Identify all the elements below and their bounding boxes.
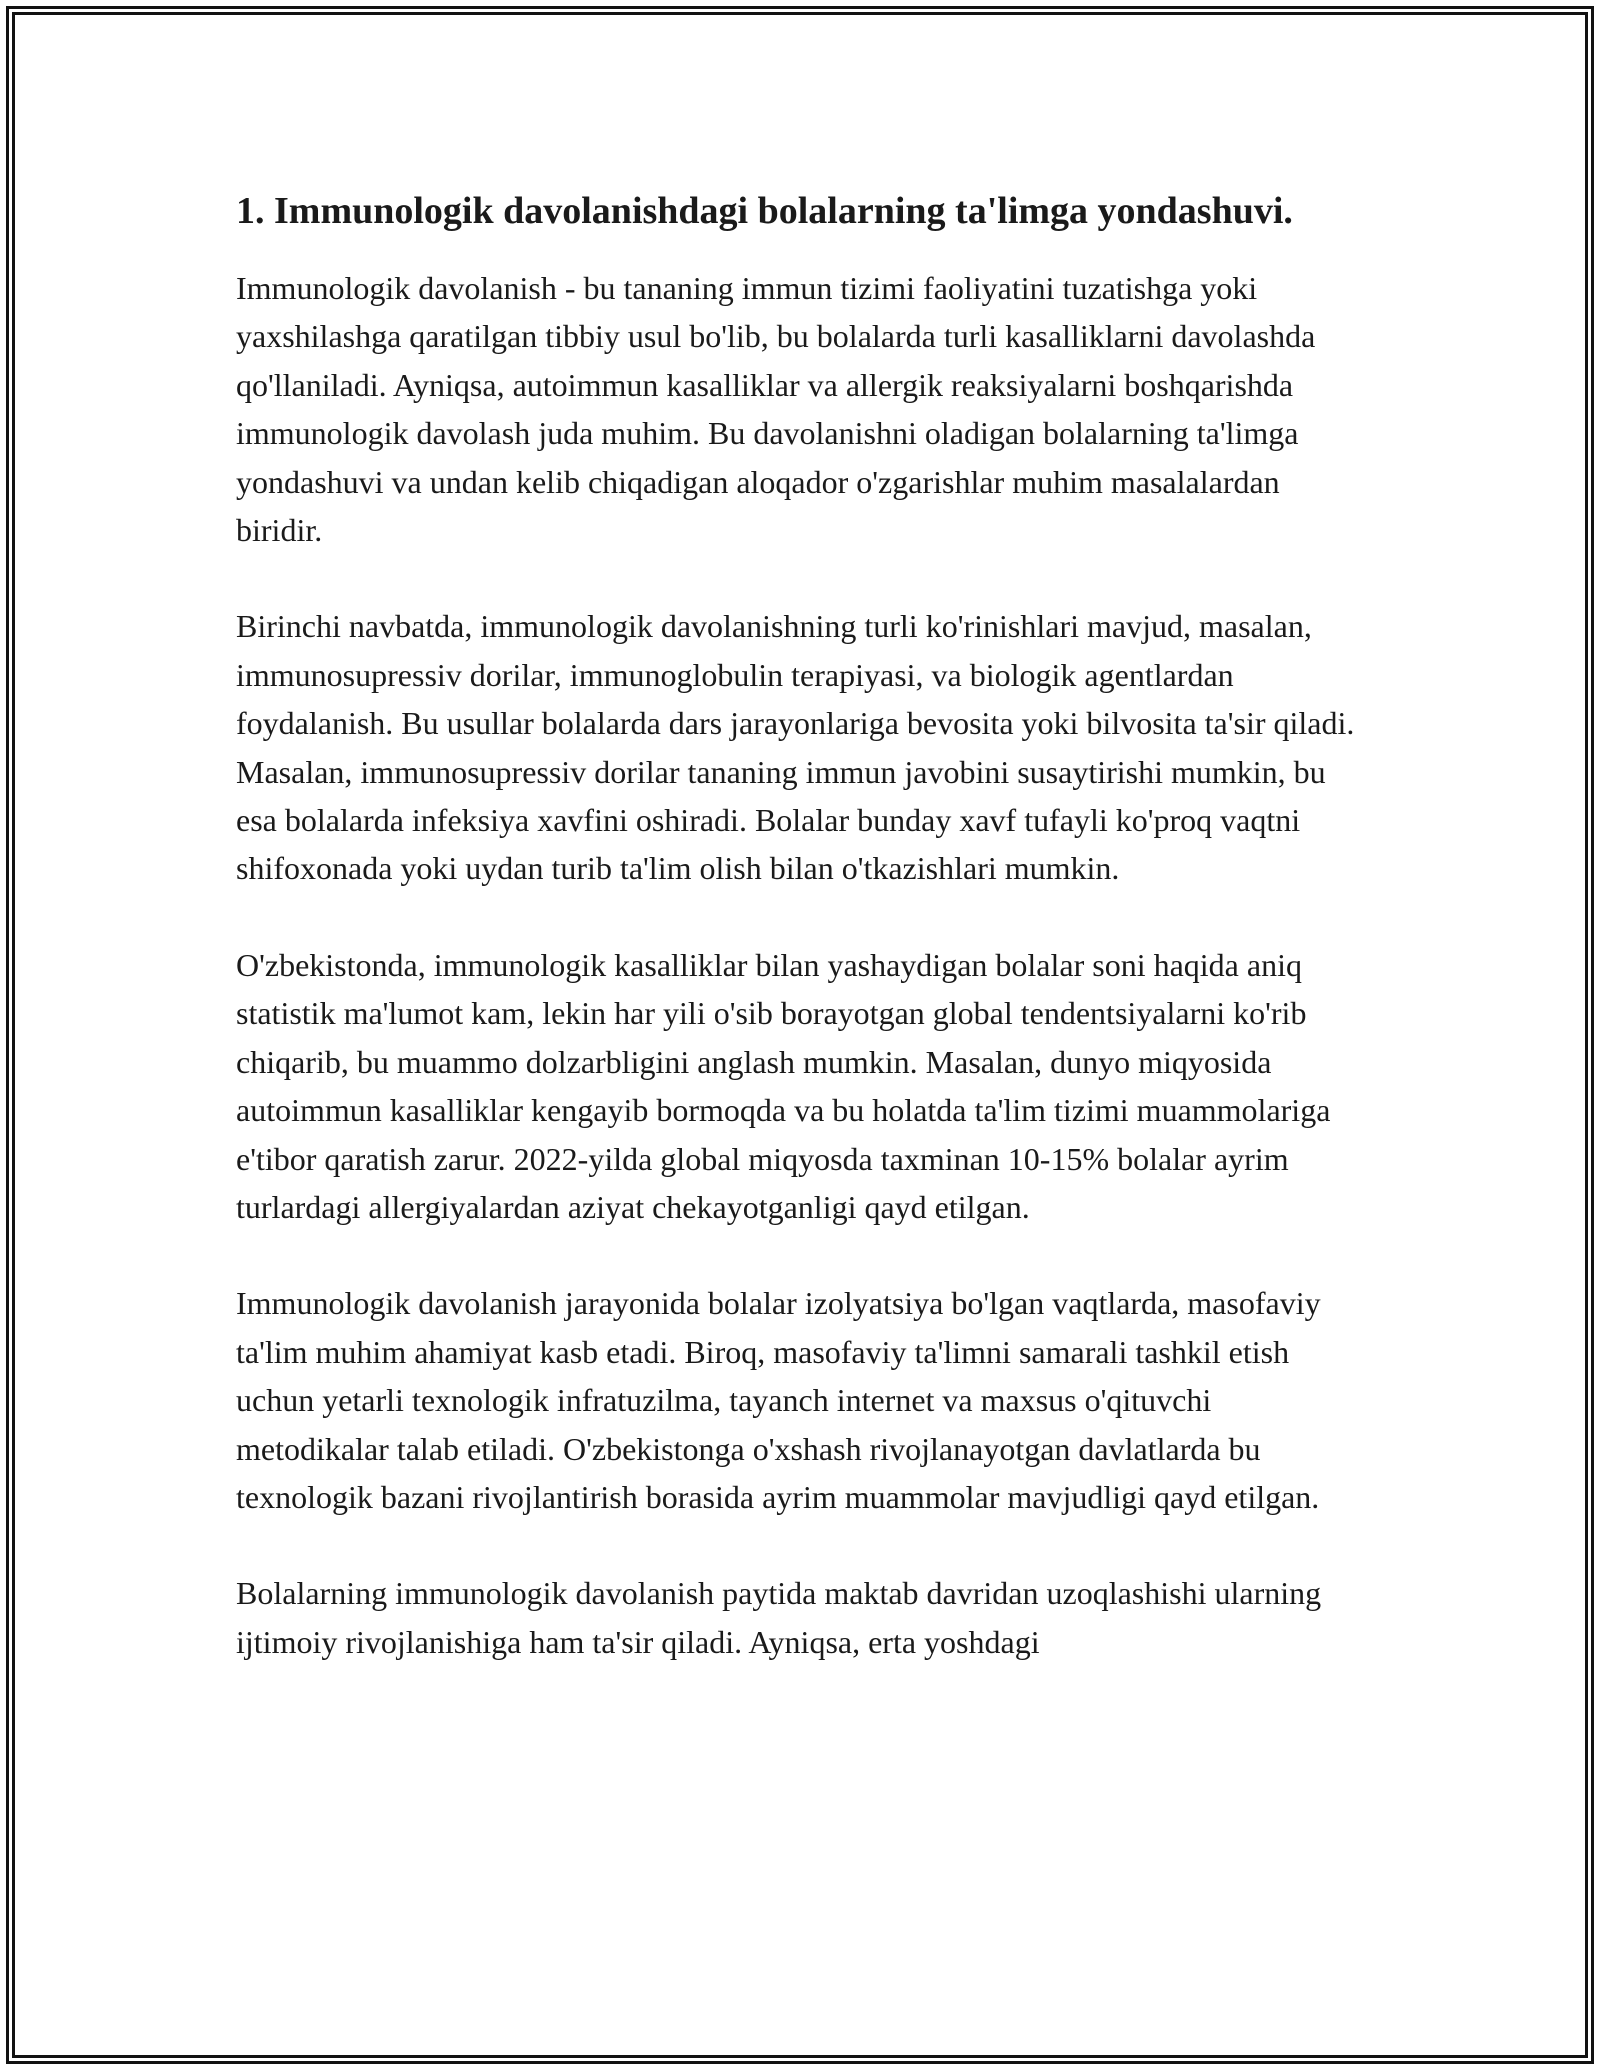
document-body [236,186,1366,1714]
paragraph-4: Immunologik davolanish jarayonida bolalar izolyatsiya bo'lgan vaqtlarda, masofaviy ta'lim muhim ahamiyat kasb etadi. Biroq, masofaviy ta'limni samarali tashkil etish uchun yetarli texnologik infratuzilma, tayanch internet va maxsus o'qituvchi metodikalar talab etiladi. O'zbekistonga o'xshash rivojlanayotgan davlatlarda bu texnologik bazani rivojlantirish borasida ayrim muammolar mavjudligi qayd etilgan. [236,1285,1321,1515]
paragraph-5: Bolalarning immunologik davolanish paytida maktab davridan uzoqlashishi ularning ijtimoiy rivojlanishiga ham ta'sir qiladi. Ayniqsa, erta yoshdagi [236,1575,1322,1660]
paragraph-2: Birinchi navbatda, immunologik davolanishning turli ko'rinishlari mavjud, masalan, immunosupressiv dorilar, immunoglobulin terapiyasi, va biologik agentlardan foydalanish. Bu usullar bolalarda dars jarayonlariga bevosita yoki bilvosita ta'sir qiladi. Masalan, immunosupressiv dorilar tananing immun javobini susaytirishi mumkin, bu esa bolalarda infeksiya xavfini oshiradi. Bolalar bunday xavf tufayli ko'proq vaqtni shifoxonada yoki uydan turib ta'lim olish bilan o'tkazishlari mumkin. [236,608,1355,887]
section-heading: 1. Immunologik davolanishdagi bolalarning ta'limga yondashuvi. [236,190,1293,232]
paragraph-3: O'zbekistonda, immunologik kasalliklar bilan yashaydigan bolalar soni haqida aniq statistik ma'lumot kam, lekin har yili o'sib borayotgan global tendentsiyalarni ko'rib chiqarib, bu muammo dolzarbligini anglash mumkin. Masalan, dunyo miqyosida autoimmun kasalliklar kengayib bormoqda va bu holatda ta'lim tizimi muammolariga e'tibor qaratish zarur. 2022-yilda global miqyosda taxminan 10-15% bolalar ayrim turlardagi allergiyalardan aziyat chekayotganligi qayd etilgan. [236,946,1331,1225]
paragraph-1: Immunologik davolanish - bu tananing immun tizimi faoliyatini tuzatishga yoki yaxshilashga qaratilgan tibbiy usul bo'lib, bu bolalarda turli kasalliklarni davolashda qo'llaniladi. Ayniqsa, autoimmun kasalliklar va allergik reaksiyalarni boshqarishda immunologik davolash juda muhim. Bu davolanishni oladigan bolalarning ta'limga yondashuvi va undan kelib chiqadigan aloqador o'zgarishlar muhim masalalardan biridir. [236,270,1316,549]
